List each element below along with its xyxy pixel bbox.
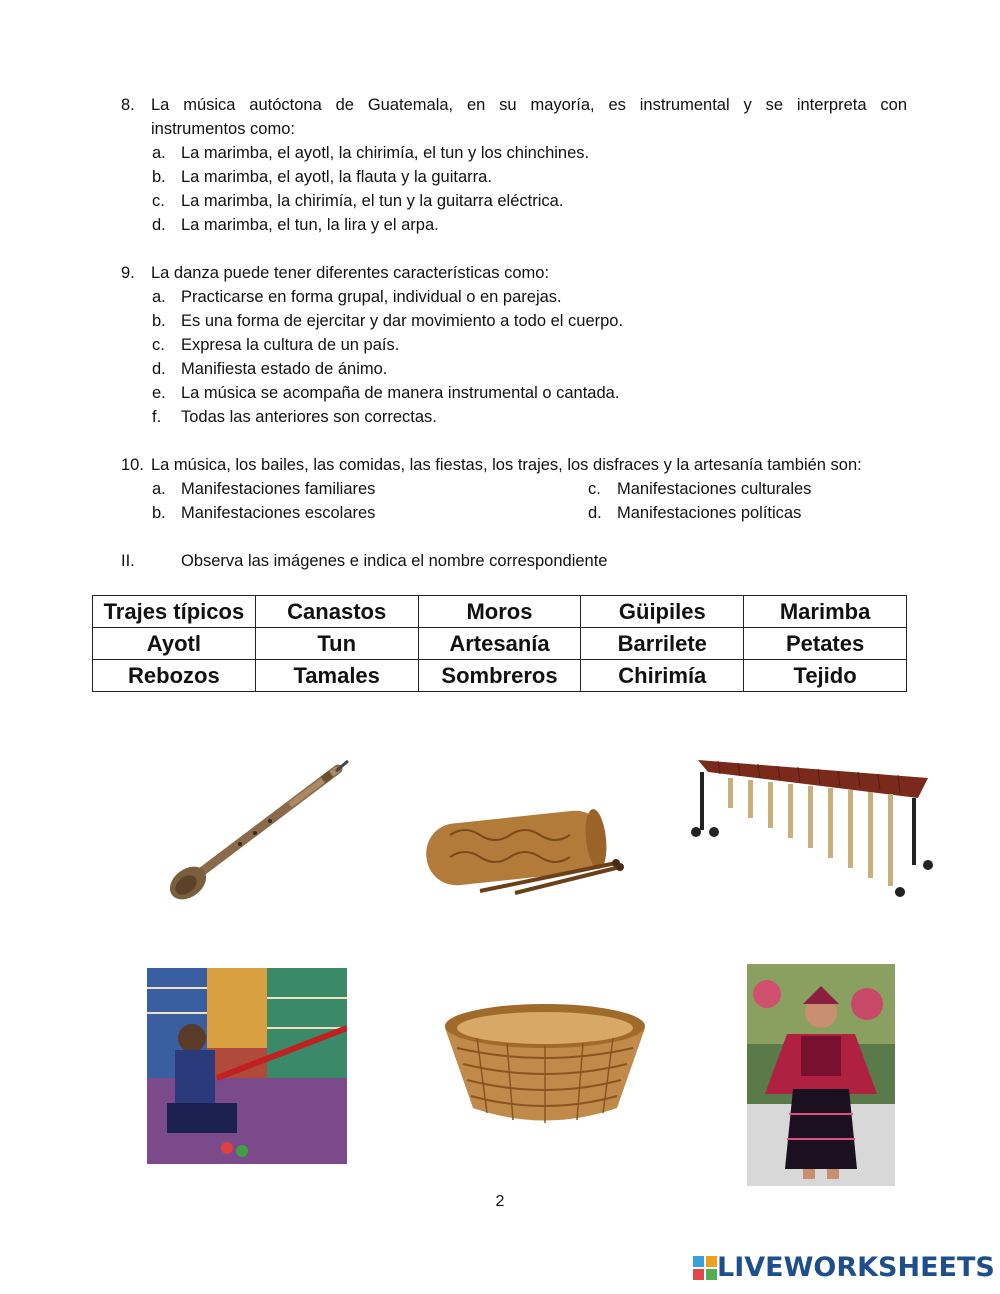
marimba-image — [688, 750, 936, 902]
word-bank-table — [92, 595, 907, 692]
option-letter: e. — [152, 384, 166, 402]
option-text: Manifestaciones políticas — [617, 504, 802, 522]
word-cell: Marimba — [744, 596, 907, 628]
option-text: La marimba, el ayotl, la flauta y la guitarra. — [181, 168, 492, 186]
option-text: La marimba, el ayotl, la chirimía, el tun y los chinchines. — [181, 144, 590, 162]
word-cell: Güipiles — [581, 596, 744, 628]
option-text: Manifestaciones familiares — [181, 480, 376, 498]
option-letter: a. — [152, 144, 166, 162]
option-letter: b. — [152, 168, 166, 186]
question-9-text: La danza puede tener diferentes características como: — [151, 264, 550, 282]
word-cell: Trajes típicos — [93, 596, 256, 628]
word-cell: Artesanía — [418, 628, 581, 660]
option-letter: f. — [152, 408, 162, 426]
option-letter: d. — [152, 216, 166, 234]
option-text: La marimba, el tun, la lira y el arpa. — [181, 216, 439, 234]
basket-image — [437, 998, 653, 1128]
question-8-text-line2: instrumentos como: — [151, 120, 295, 138]
option-text: Manifestaciones culturales — [617, 480, 812, 498]
option-text: La marimba, la chirimía, el tun y la guitarra eléctrica. — [181, 192, 564, 210]
page-number: 2 — [495, 1193, 505, 1210]
option-text: La música se acompaña de manera instrumental o cantada. — [181, 384, 620, 402]
table-row — [93, 660, 907, 692]
option-text: Es una forma de ejercitar y dar movimiento a todo el cuerpo. — [181, 312, 624, 330]
logo-text: LIVEWORKSHEETS — [717, 1252, 995, 1283]
option-text: Expresa la cultura de un país. — [181, 336, 400, 354]
liveworksheets-logo-icon — [693, 1256, 717, 1280]
word-cell: Ayotl — [93, 628, 256, 660]
option-letter: d. — [588, 504, 602, 522]
word-cell: Petates — [744, 628, 907, 660]
table-row — [93, 596, 907, 628]
word-cell: Tejido — [744, 660, 907, 692]
word-cell: Chirimía — [581, 660, 744, 692]
word-cell: Moros — [418, 596, 581, 628]
section-number: II. — [121, 552, 135, 570]
traditional-dress-image — [747, 964, 895, 1186]
chirimia-image — [160, 755, 360, 905]
option-text: Manifestaciones escolares — [181, 504, 376, 522]
option-letter: a. — [152, 288, 166, 306]
option-letter: b. — [152, 312, 166, 330]
question-10-text: La música, los bailes, las comidas, las fiestas, los trajes, los disfraces y la artesanía también son: — [151, 456, 862, 474]
word-cell: Tun — [255, 628, 418, 660]
word-cell: Barrilete — [581, 628, 744, 660]
table-row — [93, 628, 907, 660]
option-letter: d. — [152, 360, 166, 378]
liveworksheets-logo — [693, 1252, 995, 1283]
option-text: Todas las anteriores son correctas. — [181, 408, 437, 426]
option-letter: c. — [152, 336, 165, 354]
question-number: 10. — [121, 456, 144, 474]
word-cell: Rebozos — [93, 660, 256, 692]
question-number: 9. — [121, 264, 135, 282]
option-text: Practicarse en forma grupal, individual o en parejas. — [181, 288, 562, 306]
question-number: 8. — [121, 96, 135, 114]
option-text: Manifiesta estado de ánimo. — [181, 360, 388, 378]
option-letter: b. — [152, 504, 166, 522]
word-cell: Canastos — [255, 596, 418, 628]
tun-image — [420, 805, 630, 900]
section-instruction: Observa las imágenes e indica el nombre correspondiente — [181, 552, 608, 570]
weaving-image — [147, 968, 347, 1164]
word-cell: Tamales — [255, 660, 418, 692]
word-cell: Sombreros — [418, 660, 581, 692]
option-letter: c. — [152, 192, 165, 210]
question-8-text-line1: La música autóctona de Guatemala, en su mayoría, es instrumental y se interpreta con — [151, 96, 907, 114]
option-letter: c. — [588, 480, 601, 498]
option-letter: a. — [152, 480, 166, 498]
